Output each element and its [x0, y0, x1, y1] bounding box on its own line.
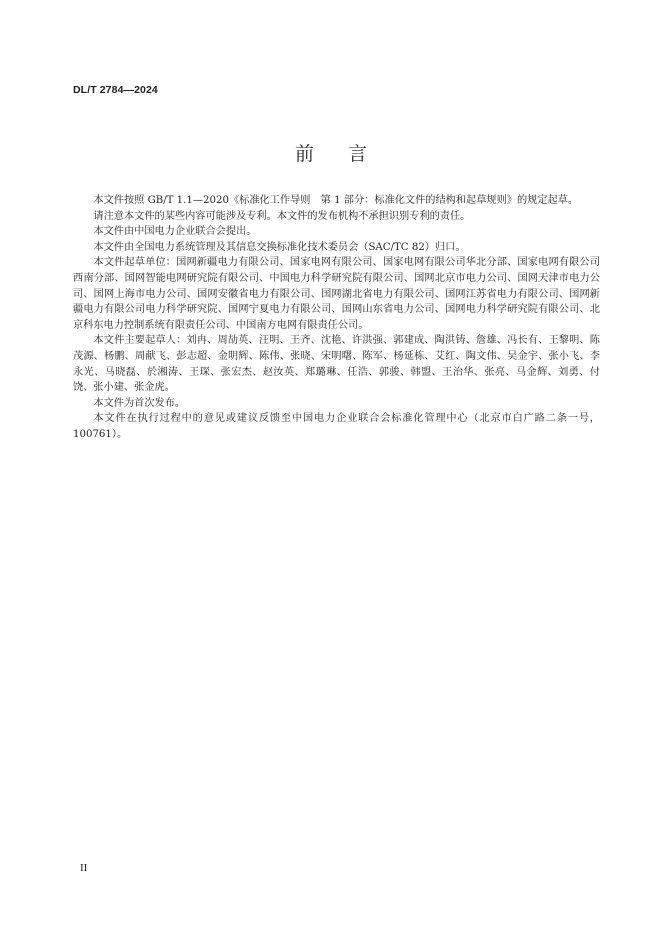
- paragraph-first-release: 本文件为首次发布。: [93, 397, 186, 409]
- page-title: 前言: [294, 143, 401, 165]
- paragraph-feedback-contact: 本文件在执行过程中的意见或建议反馈至中国电力企业联合会标准化管理中心（北京市白广路二条一号，100761）。: [73, 413, 600, 440]
- document-code: DL/T 2784—2024: [73, 84, 158, 96]
- paragraph-technical-committee: 本文件由全国电力系统管理及其信息交换标准化技术委员会（SAC/TC 82）归口。: [93, 241, 466, 253]
- foreword-body: [73, 193, 600, 443]
- paragraph-proposer: 本文件由中国电力企业联合会提出。: [93, 226, 257, 238]
- paragraph-drafting-organizations: 本文件起草单位：国网新疆电力有限公司、国家电网有限公司、国家电网有限公司华北分部、国家电网有限公司西南分部、国网智能电网研究院有限公司、中国电力科学研究院有限公司、国网北京市电力公司、国网天津市电力公司、国网上海市电力公司、国网安徽省电力有限公司、国网湖北省电力有限公司、国网江苏省电力有限公司、国网新疆电力有限公司电力科学研究院、国网宁夏电力有限公司、国网山东省电力公司、国网电力科学研究院有限公司、北京科东电力控制系统有限责任公司、中国南方电网有限责任公司。: [73, 257, 600, 331]
- paragraph-drafting-basis: 本文件按照 GB/T 1.1—2020《标准化工作导则 第 1 部分：标准化文件的结构和起草规则》的规定起草。: [93, 195, 579, 206]
- paragraph-main-drafters: 本文件主要起草人：刘冉、周劼英、汪明、王齐、沈艳、许洪强、郭建成、陶洪铸、詹雄、冯长有、王黎明、陈茂源、杨鹏、周献飞、彭志超、金明辉、陈伟、张晓、宋明曙、陈军、杨延栋、艾红、陶文伟、吴金宇、张小飞、李永光、马晓磊、於湘涛、王琛、张宏杰、赵汝英、郑璐琳、任浩、郭骏、韩盟、王治华、张亮、马金辉、刘勇、付饶、张小建、张金虎。: [73, 335, 600, 394]
- page-number: II: [80, 862, 88, 874]
- paragraph-patent-notice: 请注意本文件的某些内容可能涉及专利。本文件的发布机构不承担识别专利的责任。: [93, 210, 471, 222]
